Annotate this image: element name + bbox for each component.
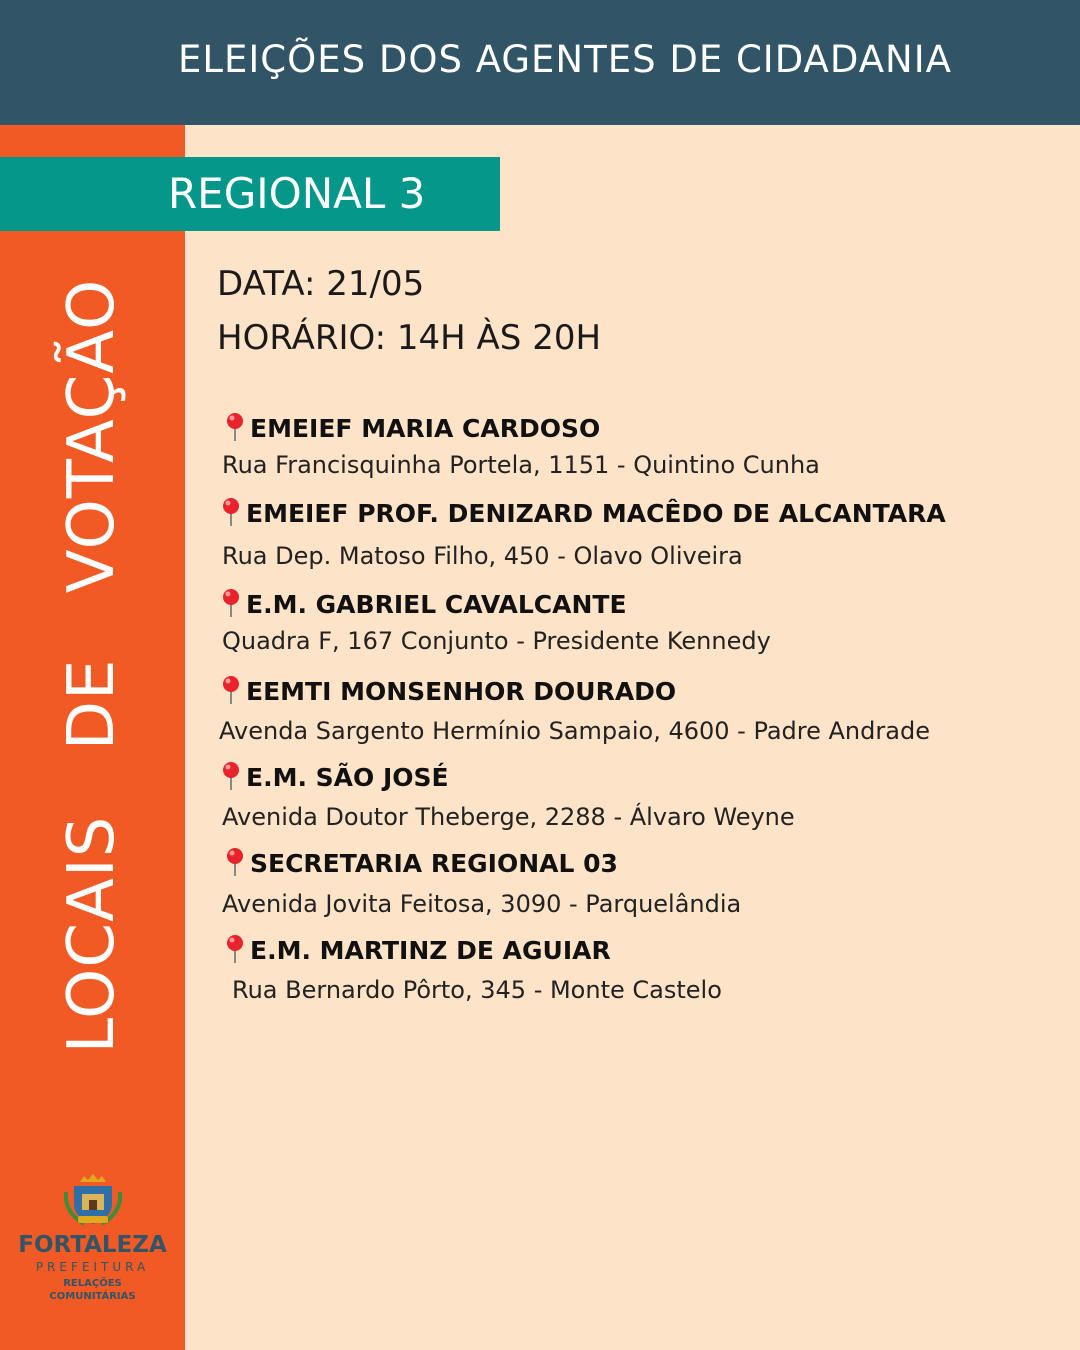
location-name-text: E.M. SÃO JOSÉ: [246, 763, 449, 792]
location-name-text: E.M. GABRIEL CAVALCANTE: [246, 590, 627, 619]
time-line: HORÁRIO: 14H ÀS 20H: [217, 318, 602, 358]
header-title: ELEIÇÕES DOS AGENTES DE CIDADANIA: [178, 38, 952, 81]
location-name: [221, 761, 449, 792]
location-name: [225, 847, 618, 878]
location-name: [221, 675, 676, 706]
pin-icon: [221, 761, 241, 791]
location-name-text: EMEIEF PROF. DENIZARD MACÊDO DE ALCANTARA: [246, 499, 946, 528]
location-address: Avenda Sargento Hermínio Sampaio, 4600 - Padre Andrade: [219, 717, 930, 745]
logo-subtitle: PREFEITURA: [35, 1260, 150, 1274]
logo: [0, 1168, 185, 1308]
location-name: [221, 497, 946, 528]
pin-icon: [225, 934, 245, 964]
location-address: Rua Francisquinha Portela, 1151 - Quintino Cunha: [222, 451, 820, 479]
location-name: [225, 934, 611, 965]
regional-banner: [0, 157, 500, 231]
pin-icon: [221, 588, 241, 618]
logo-department-line2: COMUNITÁRIAS: [49, 1291, 136, 1302]
location-address: Avenida Jovita Feitosa, 3090 - Parquelândia: [222, 890, 742, 918]
location-address: Quadra F, 167 Conjunto - Presidente Kennedy: [222, 627, 771, 655]
location-name-text: E.M. MARTINZ DE AGUIAR: [250, 936, 611, 965]
location-address: Rua Dep. Matoso Filho, 450 - Olavo Oliveira: [222, 542, 743, 570]
date-line: DATA: 21/05: [217, 264, 425, 304]
location-name-text: EMEIEF MARIA CARDOSO: [250, 414, 601, 443]
regional-label: REGIONAL 3: [168, 169, 426, 218]
pin-icon: [221, 497, 241, 527]
location-name: [221, 588, 627, 619]
location-name-text: EEMTI MONSENHOR DOURADO: [246, 677, 677, 706]
location-address: Rua Bernardo Pôrto, 345 - Monte Castelo: [232, 976, 722, 1004]
location-name-text: SECRETARIA REGIONAL 03: [250, 849, 618, 878]
pin-icon: [225, 847, 245, 877]
header-bar: [0, 0, 1080, 125]
city-crest-icon: [60, 1172, 126, 1228]
location-name: [225, 412, 600, 443]
location-address: Avenida Doutor Theberge, 2288 - Álvaro Weyne: [222, 803, 795, 831]
logo-name: FORTALEZA: [18, 1232, 167, 1258]
pin-icon: [225, 412, 245, 442]
pin-icon: [221, 675, 241, 705]
vertical-title: LOCAIS DE VOTAÇÃO: [55, 278, 129, 1054]
logo-department-line1: RELAÇÕES: [63, 1278, 122, 1289]
